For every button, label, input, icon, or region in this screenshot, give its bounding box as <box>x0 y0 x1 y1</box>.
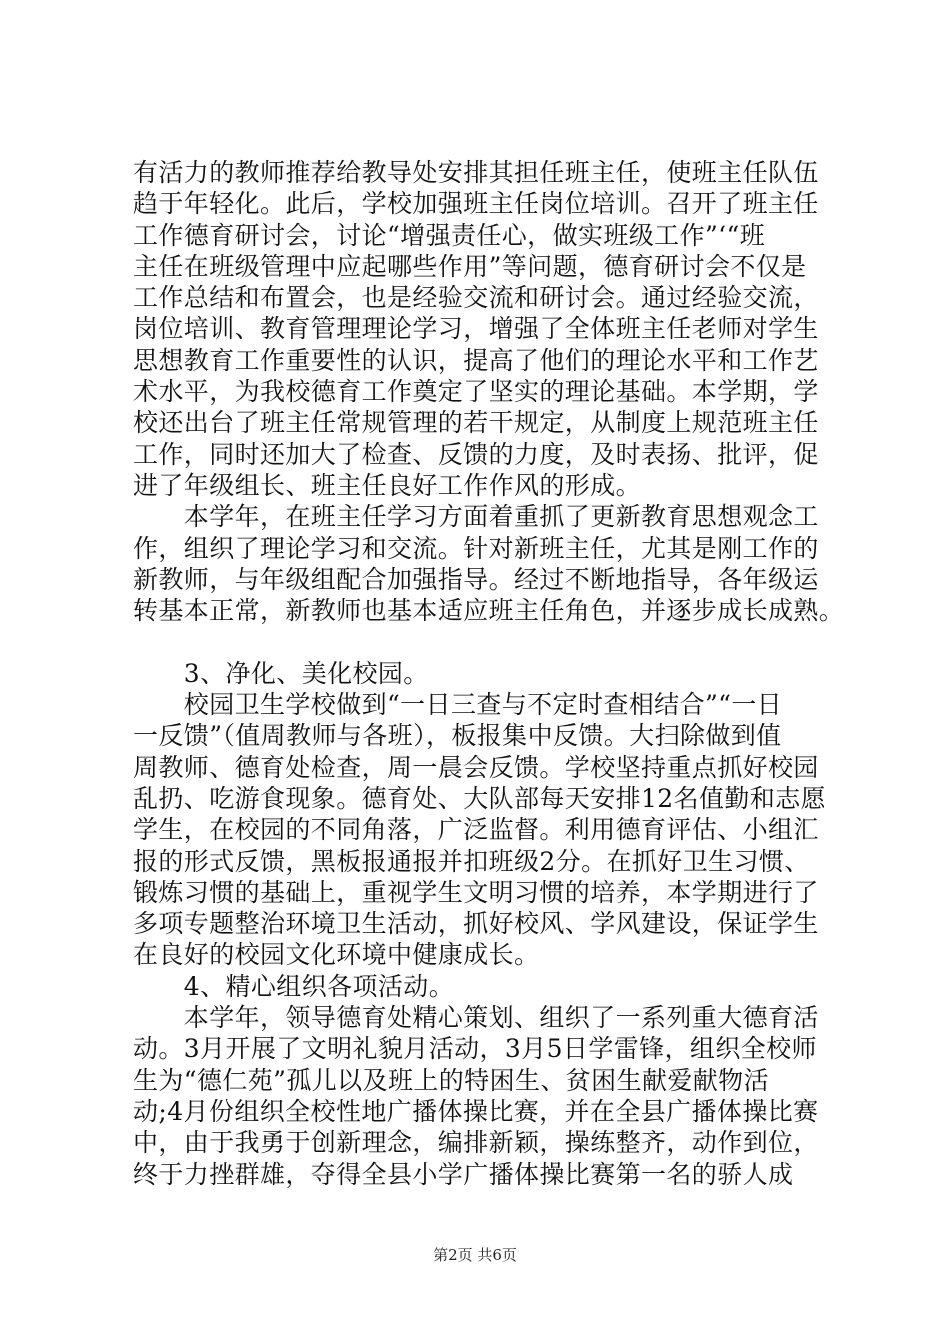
text-line: 动。3月开展了文明礼貌月活动，3月5日学雷锋，组织全校师 <box>133 1034 817 1064</box>
text-line: 有活力的教师推荐给教导处安排其担任班主任，使班主任队伍 <box>133 158 819 187</box>
text-line: 报的形式反馈，黑板报通报并扣班级2分。在抓好卫生习惯、 <box>133 846 810 876</box>
section-heading: 3、净化、美化校园。 <box>133 658 429 688</box>
page-number-footer: 第2页 共6页 <box>433 1246 517 1264</box>
text-line: 校园卫生学校做到“一日三查与不定时查相结合”“一日 <box>133 690 783 720</box>
text-line: 术水平，为我校德育工作奠定了坚实的理论基础。本学期，学 <box>133 377 819 407</box>
text-line: 多项专题整治环境卫生活动，抓好校风、学风建设，保证学生 <box>133 909 819 939</box>
text-line: 周教师、德育处检查，周一晨会反馈。学校坚持重点抓好校园 <box>133 752 819 782</box>
text-line: 校还出台了班主任常规管理的若干规定，从制度上规范班主任 <box>133 408 819 438</box>
text-line: 主任在班级管理中应起哪些作用”等问题，德育研讨会不仅是 <box>133 251 807 281</box>
text-line: 作，组织了理论学习和交流。针对新班主任，尤其是刚工作的 <box>133 533 819 563</box>
text-line: 学生，在校园的不同角落，广泛监督。利用德育评估、小组汇 <box>133 815 819 845</box>
text-line: 中，由于我勇于创新理念，编排新颖，操练整齐，动作到位， <box>133 1128 819 1158</box>
text-line: 在良好的校园文化环境中健康成长。 <box>133 940 540 970</box>
text-line: 转基本正常，新教师也基本适应班主任角色，并逐步成长成熟。 <box>133 596 845 626</box>
document-body <box>133 157 845 1190</box>
text-line: 趋于年轻化。此后，学校加强班主任岗位培训。召开了班主任 <box>133 189 819 219</box>
text-line: 锻炼习惯的基础上，重视学生文明习惯的培养，本学期进行了 <box>133 877 819 907</box>
text-line: 本学年，领导德育处精心策划、组织了一系列重大德育活 <box>133 1003 819 1033</box>
text-line: 一反馈”（值周教师与各班），板报集中反馈。大扫除做到值 <box>133 721 782 751</box>
text-line: 工作总结和布置会，也是经验交流和研讨会。通过经验交流， <box>133 283 819 313</box>
text-line: 进了年级组长、班主任良好工作作风的形成。 <box>133 470 642 500</box>
text-line: 生为“德仁苑”孤儿以及班上的特困生、贫困生献爱献物活 <box>133 1065 769 1095</box>
text-line: 本学年，在班主任学习方面着重抓了更新教育思想观念工 <box>133 502 819 532</box>
text-line: 工作，同时还加大了检查、反馈的力度，及时表扬、批评，促 <box>133 439 819 469</box>
section-heading: 4、精心组织各项活动。 <box>133 971 455 1001</box>
text-line: 终于力挫群雄，夺得全县小学广播体操比赛第一名的骄人成 <box>133 1159 794 1189</box>
blank-line <box>133 626 823 657</box>
text-line: 思想教育工作重要性的认识，提高了他们的理论水平和工作艺 <box>133 345 819 375</box>
text-line: 动;4月份组织全校性地广播体操比赛，并在全县广播体操比赛 <box>133 1096 819 1126</box>
text-line: 工作德育研讨会，讨论“增强责任心，做实班级工作”‘“班 <box>133 220 766 250</box>
text-line: 岗位培训、教育管理理论学习，增强了全体班主任老师对学生 <box>133 314 819 344</box>
text-line: 乱扔、吃游食现象。德育处、大队部每天安排12名值勤和志愿 <box>133 783 827 813</box>
text-line: 新教师，与年级组配合加强指导。经过不断地指导，各年级运 <box>133 564 819 594</box>
